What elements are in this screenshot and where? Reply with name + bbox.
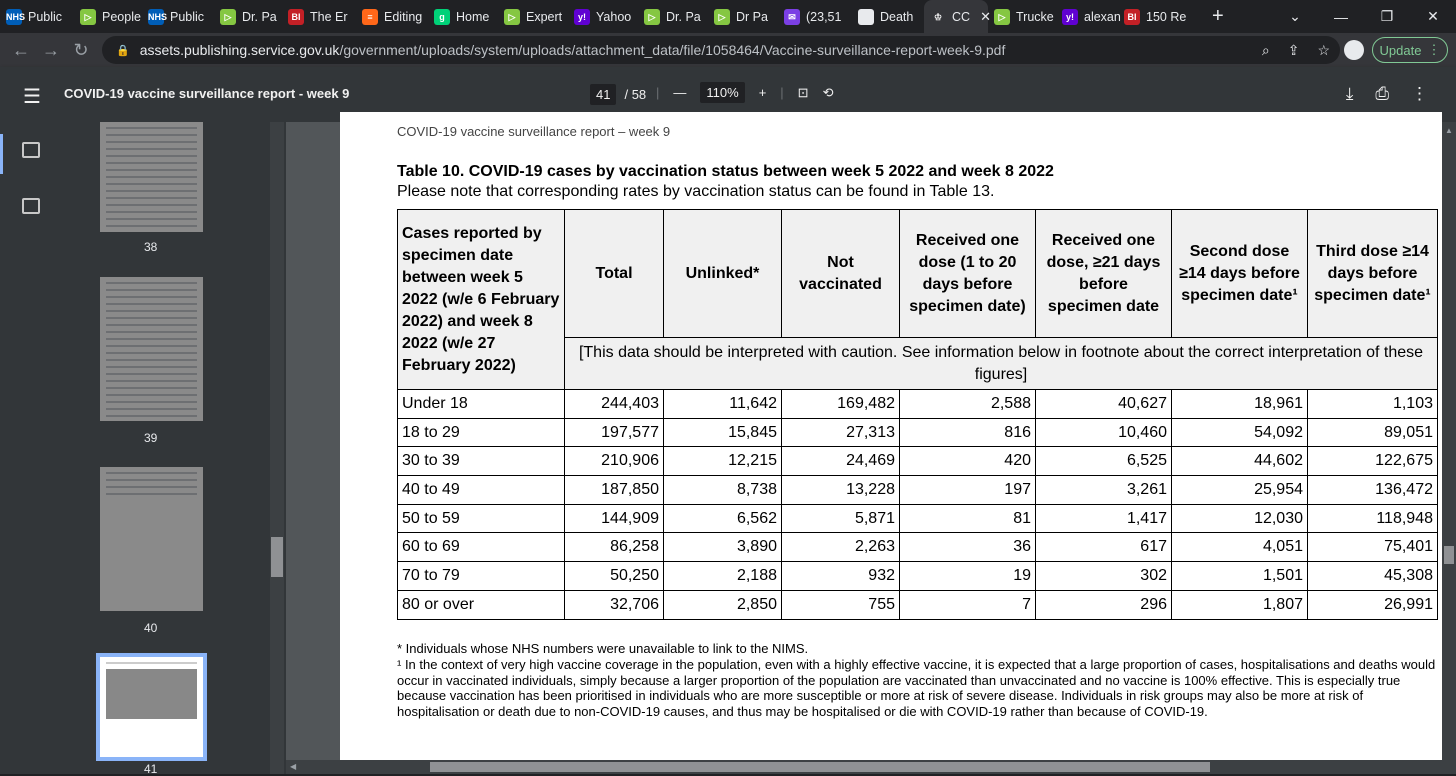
page-thumbnail[interactable] [100, 122, 203, 232]
horizontal-scrollbar[interactable] [286, 760, 1442, 774]
divider: | [780, 85, 784, 100]
tab-label: CC [952, 9, 971, 24]
browser-tab[interactable] [638, 0, 708, 33]
value-cell: 86,258 [565, 533, 664, 562]
page-thumbnail[interactable] [100, 277, 203, 421]
zoom-value-input[interactable]: 110% [700, 82, 744, 103]
table-row [398, 447, 1438, 476]
thumbnail-label: 39 [144, 431, 158, 445]
tab-label: Public [170, 9, 205, 24]
pdf-sidebar [0, 122, 64, 774]
value-cell: 25,954 [1172, 476, 1308, 505]
footnote-unlinked: * Individuals whose NHS numbers were unavailable to link to the NIMS. [397, 641, 809, 656]
age-group-cell: 18 to 29 [398, 418, 565, 447]
thumbnail-label: 40 [144, 621, 158, 635]
value-cell: 1,807 [1172, 590, 1308, 619]
more-options-icon[interactable]: ⋮ [1411, 84, 1428, 103]
tab-label: Dr. Pa [242, 9, 277, 24]
divider: | [656, 85, 660, 100]
value-cell: 1,103 [1308, 390, 1438, 419]
value-cell: 210,906 [565, 447, 664, 476]
mail-icon: ✉ [784, 9, 800, 25]
value-cell: 13,228 [782, 476, 900, 505]
tab-label: Dr Pa [736, 9, 768, 24]
value-cell: 36 [900, 533, 1036, 562]
profile-avatar[interactable] [1344, 40, 1364, 60]
value-cell: 75,401 [1308, 533, 1438, 562]
thumbnails-icon[interactable] [22, 142, 40, 158]
address-bar[interactable] [102, 36, 1340, 64]
tab-label: People [102, 9, 141, 24]
age-group-cell: Under 18 [398, 390, 565, 419]
vertical-scrollbar-thumb[interactable] [1444, 546, 1454, 564]
nhs-icon: NHS [148, 9, 164, 25]
tab-label: 150 Re [1146, 9, 1187, 24]
rumble-icon: ▷ [644, 9, 660, 25]
browser-tab[interactable] [708, 0, 778, 33]
value-cell: 32,706 [565, 590, 664, 619]
window-controls [1272, 0, 1456, 33]
tab-label: Expert [526, 9, 563, 24]
value-cell: 122,675 [1308, 447, 1438, 476]
rumble-icon: ▷ [220, 9, 236, 25]
value-cell: 1,417 [1036, 504, 1172, 533]
browser-tab[interactable] [988, 0, 1056, 33]
zoom-in-button[interactable]: + [758, 85, 767, 100]
scroll-up-arrow-icon[interactable]: ▲ [1445, 126, 1453, 135]
browser-tab[interactable] [1118, 0, 1198, 33]
outline-icon[interactable] [22, 198, 40, 214]
value-cell: 40,627 [1036, 390, 1172, 419]
column-header: Third dose ≥14 days before specimen date¹ [1308, 210, 1438, 338]
value-cell: 44,602 [1172, 447, 1308, 476]
value-cell: 11,642 [664, 390, 782, 419]
zoom-out-button[interactable]: — [673, 85, 687, 100]
browser-tab[interactable] [778, 0, 852, 33]
browser-tab[interactable] [0, 0, 74, 33]
more-vert-icon: ⋮ [1427, 42, 1441, 57]
value-cell: 169,482 [782, 390, 900, 419]
share-icon[interactable]: ⇪ [1287, 41, 1300, 58]
value-cell: 10,460 [1036, 418, 1172, 447]
tab-label: Yahoo [596, 9, 632, 24]
page-number-input[interactable]: 41 [590, 84, 616, 105]
browser-toolbar [0, 33, 1456, 67]
value-cell: 89,051 [1308, 418, 1438, 447]
tab-label: Public [28, 9, 63, 24]
tab-label: The Er [310, 9, 348, 24]
thumbnail-label: 38 [144, 240, 158, 254]
age-group-cell: 70 to 79 [398, 562, 565, 591]
browser-tab[interactable] [924, 0, 991, 33]
tab-strip [0, 0, 1456, 33]
column-header: Received one dose (1 to 20 days before specimen date) [900, 210, 1036, 338]
menu-icon[interactable]: ☰ [23, 86, 41, 108]
value-cell: 136,472 [1308, 476, 1438, 505]
value-cell: 187,850 [565, 476, 664, 505]
browser-tab[interactable] [428, 0, 498, 33]
value-cell: 197 [900, 476, 1036, 505]
yahoo-icon: y! [1062, 9, 1078, 25]
browser-tab[interactable] [142, 0, 214, 33]
value-cell: 617 [1036, 533, 1172, 562]
value-cell: 2,850 [664, 590, 782, 619]
value-cell: 6,562 [664, 504, 782, 533]
column-header: Not vaccinated [782, 210, 900, 338]
table-note: Please note that corresponding rates by vaccination status can be found in Table 13. [397, 183, 995, 200]
table-row [398, 590, 1438, 619]
table-row [398, 476, 1438, 505]
fit-page-icon[interactable]: ⊡ [797, 84, 809, 100]
age-group-cell: 30 to 39 [398, 447, 565, 476]
browser-tab[interactable] [852, 0, 924, 33]
gab-icon: g [434, 9, 450, 25]
value-cell: 12,030 [1172, 504, 1308, 533]
table-row [398, 418, 1438, 447]
close-tab-icon[interactable]: ✕ [980, 8, 991, 24]
zoom-icon[interactable]: ⌕ [1261, 41, 1270, 58]
thumbnail-scrollbar[interactable] [270, 122, 284, 774]
tab-search-icon[interactable]: ⌄ [1289, 8, 1301, 24]
new-tab-button[interactable]: + [1212, 5, 1224, 27]
scroll-left-arrow-icon[interactable]: ◀ [290, 762, 297, 771]
restore-button[interactable]: ❐ [1380, 8, 1394, 24]
table-row [398, 390, 1438, 419]
lock-icon[interactable]: 🔒 [116, 44, 130, 57]
browser-tab[interactable] [498, 0, 568, 33]
table-row [398, 533, 1438, 562]
value-cell: 755 [782, 590, 900, 619]
column-header: Second dose ≥14 days before specimen date¹ [1172, 210, 1308, 338]
zoom-controls [656, 82, 833, 103]
browser-tab[interactable] [74, 0, 142, 33]
rotate-icon[interactable]: ⟲ [822, 84, 834, 100]
value-cell: 54,092 [1172, 418, 1308, 447]
bookmark-star-icon[interactable]: ☆ [1317, 41, 1330, 58]
value-cell: 24,469 [782, 447, 900, 476]
table-corner-header: Cases reported by specimen date between week 5 2022 (w/e 6 February 2022) and week 8 2022 (w/e 27 February 2022) [398, 210, 565, 390]
rumble-icon: ▷ [714, 9, 730, 25]
age-group-cell: 50 to 59 [398, 504, 565, 533]
value-cell: 197,577 [565, 418, 664, 447]
age-group-cell: 80 or over [398, 590, 565, 619]
value-cell: 296 [1036, 590, 1172, 619]
column-header: Unlinked* [664, 210, 782, 338]
value-cell: 7 [900, 590, 1036, 619]
active-indicator [0, 134, 3, 174]
table-row [398, 562, 1438, 591]
running-header: COVID-19 vaccine surveillance report – week 9 [397, 124, 671, 139]
value-cell: 420 [900, 447, 1036, 476]
page-indicator [590, 84, 646, 105]
age-group-cell: 60 to 69 [398, 533, 565, 562]
footnote-coverage: ¹ In the context of very high vaccine coverage in the population, even with a highly effective vaccine, it is expected that a large proportion of cases, hospitalisations and deaths would occur in vaccinated individuals, simply because a larger proportion of the population are vaccinated than unvaccinated and no vaccine is 100% effective. This is especially true because vaccination has been prioritised in individuals who are more susceptible or more at risk of severe disease. Individuals in risk groups may also be more at risk of hospitalisation or death due to non-COVID-19 causes, and thus may be hospitalised or die with COVID-19 rather than because of COVID-19. [397, 657, 1436, 719]
doc-icon [858, 9, 874, 25]
thumbnail-panel [64, 122, 286, 774]
yahoo-icon: y! [574, 9, 590, 25]
minimize-button[interactable]: — [1334, 8, 1348, 25]
value-cell: 4,051 [1172, 533, 1308, 562]
business-insider-icon: BI [1124, 9, 1140, 25]
value-cell: 18,961 [1172, 390, 1308, 419]
value-cell: 816 [900, 418, 1036, 447]
browser-tab[interactable] [568, 0, 638, 33]
value-cell: 3,261 [1036, 476, 1172, 505]
crown-icon: ♔ [930, 9, 946, 25]
update-label: Update [1379, 42, 1422, 58]
page-thumbnail[interactable] [100, 467, 203, 611]
value-cell: 26,991 [1308, 590, 1438, 619]
business-insider-icon: BI [288, 9, 304, 25]
tab-label: (23,51 [806, 9, 842, 24]
reload-button[interactable]: ↻ [73, 39, 89, 60]
thumbnail-scrollbar-thumb[interactable] [271, 537, 283, 577]
nhs-icon: NHS [6, 9, 22, 25]
url-host: assets.publishing.service.gov.uk [139, 42, 340, 58]
value-cell: 27,313 [782, 418, 900, 447]
value-cell: 19 [900, 562, 1036, 591]
age-group-cell: 40 to 49 [398, 476, 565, 505]
value-cell: 15,845 [664, 418, 782, 447]
tab-label: Home [456, 9, 490, 24]
value-cell: 2,188 [664, 562, 782, 591]
value-cell: 118,948 [1308, 504, 1438, 533]
value-cell: 5,871 [782, 504, 900, 533]
value-cell: 302 [1036, 562, 1172, 591]
download-icon[interactable]: ⤓ [1345, 84, 1354, 103]
rumble-icon: ▷ [504, 9, 520, 25]
thumbnail-label: 41 [144, 762, 158, 776]
browser-tab[interactable] [1056, 0, 1121, 33]
forward-button[interactable]: → [42, 39, 60, 60]
value-cell: 244,403 [565, 390, 664, 419]
cases-table [397, 209, 1438, 620]
rumble-icon: ▷ [994, 9, 1010, 25]
pdf-page [340, 112, 1442, 772]
value-cell: 45,308 [1308, 562, 1438, 591]
tab-label: Editing [384, 9, 423, 24]
document-title: COVID-19 vaccine surveillance report - week 9 [64, 86, 350, 101]
table-row [398, 504, 1438, 533]
table-caption: Table 10. COVID-19 cases by vaccination status between week 5 2022 and week 8 2022 [397, 163, 1054, 180]
tab-label: alexan [1084, 9, 1121, 24]
column-header: Total [565, 210, 664, 338]
tab-list [0, 0, 1198, 33]
browser-tab[interactable] [356, 0, 428, 33]
value-cell: 144,909 [565, 504, 664, 533]
page-total: / 58 [624, 87, 647, 102]
value-cell: 8,738 [664, 476, 782, 505]
value-cell: 3,890 [664, 533, 782, 562]
update-button[interactable] [1372, 37, 1448, 63]
value-cell: 81 [900, 504, 1036, 533]
print-icon[interactable]: ⎙ [1375, 84, 1389, 103]
close-window-button[interactable]: ✕ [1427, 8, 1439, 24]
value-cell: 1,501 [1172, 562, 1308, 591]
vertical-scrollbar[interactable] [1442, 122, 1456, 774]
back-button[interactable]: ← [12, 39, 30, 60]
document-viewport [286, 122, 1442, 760]
value-cell: 6,525 [1036, 447, 1172, 476]
url-path: /government/uploads/system/uploads/attachment_data/file/1058464/Vaccine-surveillance-report-week-9.pdf [339, 42, 1006, 58]
value-cell: 50,250 [565, 562, 664, 591]
tab-label: Dr. Pa [666, 9, 701, 24]
tab-label: Death [880, 9, 914, 24]
substack-icon: ≡ [362, 9, 378, 25]
page-thumbnail-selected[interactable] [100, 657, 203, 757]
value-cell: 932 [782, 562, 900, 591]
caution-note: [This data should be interpreted with caution. See information below in footnote about the correct interpretation of these figures] [565, 338, 1438, 390]
value-cell: 12,215 [664, 447, 782, 476]
browser-tab[interactable] [282, 0, 356, 33]
value-cell: 2,263 [782, 533, 900, 562]
horizontal-scrollbar-thumb[interactable] [430, 762, 1210, 772]
table-body [398, 390, 1438, 620]
rumble-icon: ▷ [80, 9, 96, 25]
column-header: Received one dose, ≥21 days before specimen date [1036, 210, 1172, 338]
value-cell: 2,588 [900, 390, 1036, 419]
tab-label: Trucke [1016, 9, 1054, 24]
browser-tab[interactable] [214, 0, 282, 33]
